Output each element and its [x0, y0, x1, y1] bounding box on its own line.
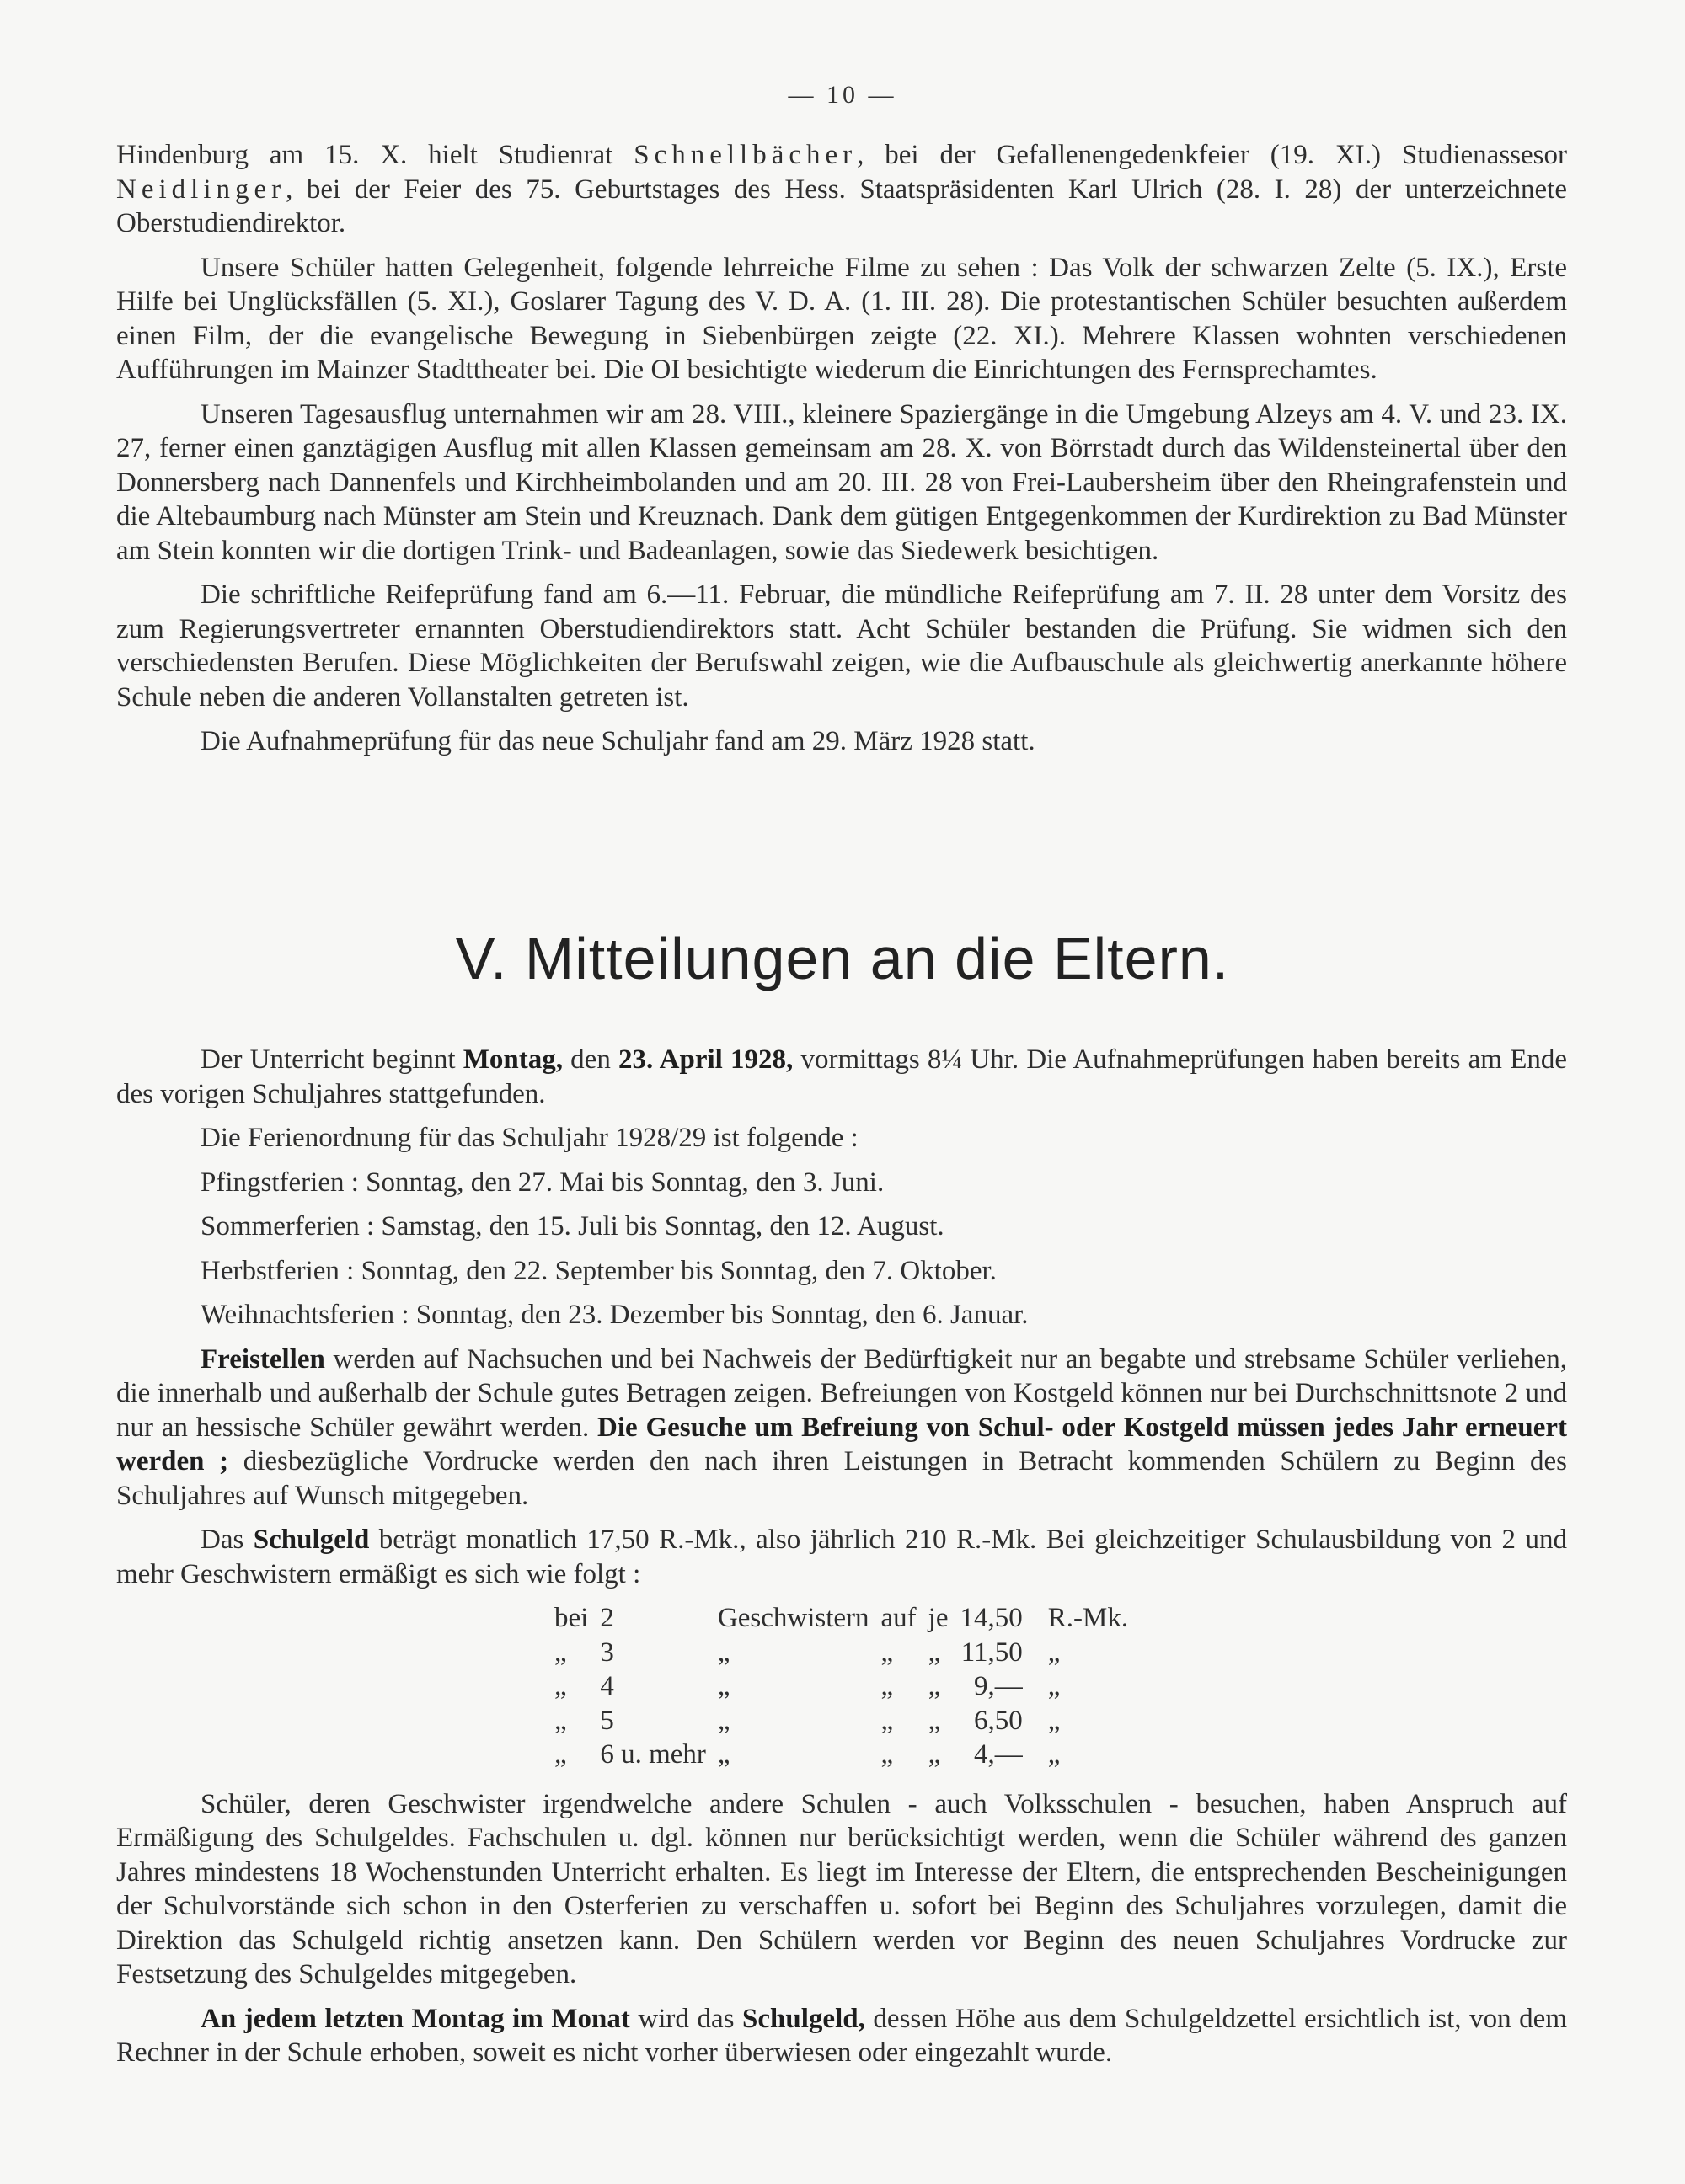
table-cell: 4,—: [973, 1739, 1023, 1770]
table-cell: „: [717, 1637, 730, 1668]
table-cell: „: [1047, 1705, 1061, 1736]
table-cell: bei: [554, 1603, 589, 1633]
bold-fragment: Freistellen: [201, 1343, 325, 1375]
schedule-herbstferien: Herbstferien : Sonntag, den 22. September bis Sonntag, den 7. Oktober.: [201, 1255, 997, 1286]
paragraph-aufnahmepruefung: Die Aufnahmeprüfung für das neue Schuljahr fand am 29. März 1928 statt.: [201, 726, 1035, 756]
bold-fragment: 23. April 1928,: [618, 1044, 794, 1075]
paragraph-zahlung: [116, 2002, 1567, 2070]
section-title: V. Mitteilungen an die Eltern.: [455, 926, 1230, 991]
text-fragment: Das: [201, 1525, 254, 1555]
paragraph-schulgeld: [116, 1523, 1567, 1591]
top-section: [116, 138, 1567, 769]
text-fragment: , bei der Feier des 75. Geburtstages des Hess. Staatspräsidenten Karl Ulrich (28. I. 28) der unterzeichnete Oberstudiendirektor.: [116, 174, 1567, 238]
table-cell: „: [928, 1671, 941, 1701]
table-row: [554, 1669, 1140, 1704]
table-cell: „: [717, 1671, 730, 1701]
table-cell: „: [880, 1671, 894, 1701]
bottom-section: [116, 1043, 1567, 2080]
discount-table: [554, 1601, 1140, 1772]
table-cell: „: [1047, 1671, 1061, 1701]
table-cell: „: [928, 1705, 941, 1736]
schedule-intro: Die Ferienordnung für das Schuljahr 1928/29 ist folgende :: [201, 1123, 859, 1153]
table-cell: „: [554, 1671, 567, 1701]
table-cell: „: [717, 1705, 730, 1736]
table-cell: „: [554, 1705, 567, 1736]
table-cell: auf: [880, 1603, 917, 1633]
table-cell: 9,—: [973, 1671, 1023, 1701]
table-row: [554, 1738, 1140, 1772]
table-cell: 2: [600, 1603, 614, 1633]
table-cell: 4: [600, 1671, 614, 1701]
table-cell: 14,50: [960, 1603, 1023, 1633]
text-fragment: Der Unterricht beginnt: [201, 1044, 463, 1075]
schedule-pfingstferien: Pfingstferien : Sonntag, den 27. Mai bis Sonntag, den 3. Juni.: [201, 1167, 885, 1198]
paragraph-reifepruefung: Die schriftliche Reifeprüfung fand am 6.—11. Februar, die mündliche Reifeprüfung am 7. II. 28 unter dem Vorsitz des zum Regierungsvertreter ernannten Oberstudiendirektors statt. Acht Schüler bestanden die Prüfung. Sie widmen sich den verschiedensten Berufen. Diese Möglichkeiten der Berufswahl zeigen, wie die Aufbauschule als gleichwertig anerkannte höhere Schule neben die anderen Vollanstalten getreten ist.: [116, 579, 1567, 713]
table-cell: 3: [600, 1637, 614, 1668]
text-fragment: werden auf Nachsuchen und bei Nachweis der Bedürftigkeit nur an begabte und strebsame Schüler verliehen, die innerhalb und außerhalb der Schule gutes Betragen zeigen. Befreiungen von Kostgeld können nur bei Durchschnittsnote 2 und nur an hessische Schüler gewährt werden.: [116, 1343, 1567, 1443]
table-row: [554, 1636, 1140, 1670]
paragraph-unterricht: [116, 1043, 1567, 1111]
table-cell: „: [1047, 1739, 1061, 1770]
page-number: — 10 —: [788, 81, 897, 109]
table-cell: 6,50: [973, 1705, 1023, 1736]
name-neidlinger: Neidlinger: [116, 174, 286, 205]
table-cell: 6 u. mehr: [600, 1739, 706, 1770]
table-cell: 5: [600, 1705, 614, 1736]
table-cell: „: [1047, 1637, 1061, 1668]
table-row: [554, 1601, 1140, 1636]
table-cell: „: [880, 1705, 894, 1736]
paragraph-freistellen: [116, 1343, 1567, 1514]
text-fragment: dessen Höhe aus dem Schulgeldzettel ersichtlich ist, von dem Rechner in der Schule erhoben, soweit es nicht vorher überwiesen oder eingezahlt wurde.: [116, 2003, 1567, 2068]
table-cell: Geschwistern: [717, 1603, 869, 1633]
text-fragment: beträgt monatlich 17,50 R.-Mk., also jährlich 210 R.-Mk. Bei gleichzeitiger Schulausbildung von 2 und mehr Geschwistern ermäßigt es sich wie folgt :: [116, 1525, 1567, 1589]
table-cell: „: [717, 1739, 730, 1770]
table-cell: „: [554, 1739, 567, 1770]
table-cell: „: [928, 1637, 941, 1668]
table-cell: „: [554, 1637, 567, 1668]
table-cell: „: [880, 1739, 894, 1770]
text-fragment: vormittags 8¼ Uhr. Die Aufnahmeprüfungen haben bereits am Ende des vorigen Schuljahres stattgefunden.: [116, 1044, 1567, 1109]
paragraph-celebrations: [116, 138, 1567, 241]
bold-fragment: Schulgeld: [253, 1525, 370, 1555]
bold-fragment: Die Gesuche um Befreiung von Schul- oder Kostgeld müssen jedes Jahr erneuert werden ;: [116, 1412, 1567, 1476]
paragraph-films: Unsere Schüler hatten Gelegenheit, folgende lehrreiche Filme zu sehen : Das Volk der schwarzen Zelte (5. IX.), Erste Hilfe bei Unglücksfällen (5. XI.), Goslarer Tagung des V. D. A. (1. III. 28). Die protestantischen Schüler besuchten außerdem einen Film, der die evangelische Bewegung in Siebenbürgen zeigte (22. XI.). Mehrere Klassen wohnten verschiedenen Aufführungen im Mainzer Stadttheater bei. Die OI besichtigte wiederum die Einrichtungen des Fernsprechamtes.: [116, 252, 1567, 385]
table-row: [554, 1704, 1140, 1738]
bold-fragment: Schulgeld,: [742, 2003, 865, 2034]
table-cell: 11,50: [960, 1637, 1023, 1668]
text-fragment: Hindenburg am 15. X. hielt Studienrat: [116, 140, 634, 170]
schedule-sommerferien: Sommerferien : Samstag, den 15. Juli bis Sonntag, den 12. August.: [201, 1211, 944, 1242]
text-fragment: diesbezügliche Vordrucke werden den nach ihren Leistungen in Betracht kommenden Schülern zu Beginn des Schuljahres auf Wunsch mitgegeben.: [116, 1446, 1568, 1511]
paragraph-excursions: Unseren Tagesausflug unternahmen wir am 28. VIII., kleinere Spaziergänge in die Umgebung Alzeys am 4. V. und 23. IX. 27, ferner einen ganztägigen Ausflug mit allen Klassen gemeinsam am 28. X. von Börrstadt durch das Wildensteinertal über den Donnersberg nach Dannenfels und Kirchheimbolanden und am 20. III. 28 von Frei-Laubersheim über den Rheingrafenstein und die Altebaumburg nach Münster am Stein und Kreuznach. Dank dem gütigen Entgegenkommen der Kurdirektion zu Bad Münster am Stein konnten wir die dortigen Trink- und Badeanlagen, sowie das Siedewerk besichtigen.: [116, 398, 1567, 566]
text-fragment: , bei der Gefallenengedenkfeier (19. XI.) Studienassesor: [857, 140, 1567, 170]
bold-fragment: Montag,: [463, 1044, 563, 1075]
name-schnellbaecher: Schnellbächer: [634, 140, 858, 170]
table-cell: je: [928, 1603, 949, 1633]
table-cell: „: [880, 1637, 894, 1668]
table-cell: „: [928, 1739, 941, 1770]
schedule-weihnachtsferien: Weihnachtsferien : Sonntag, den 23. Dezember bis Sonntag, den 6. Januar.: [201, 1300, 1029, 1330]
bold-fragment: An jedem letzten Montag im Monat: [201, 2003, 630, 2034]
table-cell: R.-Mk.: [1047, 1603, 1129, 1633]
text-fragment: den: [562, 1044, 619, 1075]
text-fragment: wird das: [629, 2003, 743, 2034]
paragraph-geschwister: Schüler, deren Geschwister irgendwelche andere Schulen - auch Volksschulen - besuchen, haben Anspruch auf Ermäßigung des Schulgeldes. Fachschulen u. dgl. können nur berücksichtigt werden, wenn die Schüler während des ganzen Jahres mindestens 18 Wochenstunden Unterricht erhalten. Es liegt im Interesse der Eltern, die entsprechenden Bescheinigungen der Schulvorstände sich schon in den Osterferien zu verschaffen u. sofort bei Beginn des Schuljahres vorzulegen, damit die Direktion das Schulgeld richtig ansetzen kann. Den Schülern werden vor Beginn des neuen Schuljahres Vordrucke zur Festsetzung des Schulgeldes mitgegeben.: [116, 1788, 1567, 1989]
